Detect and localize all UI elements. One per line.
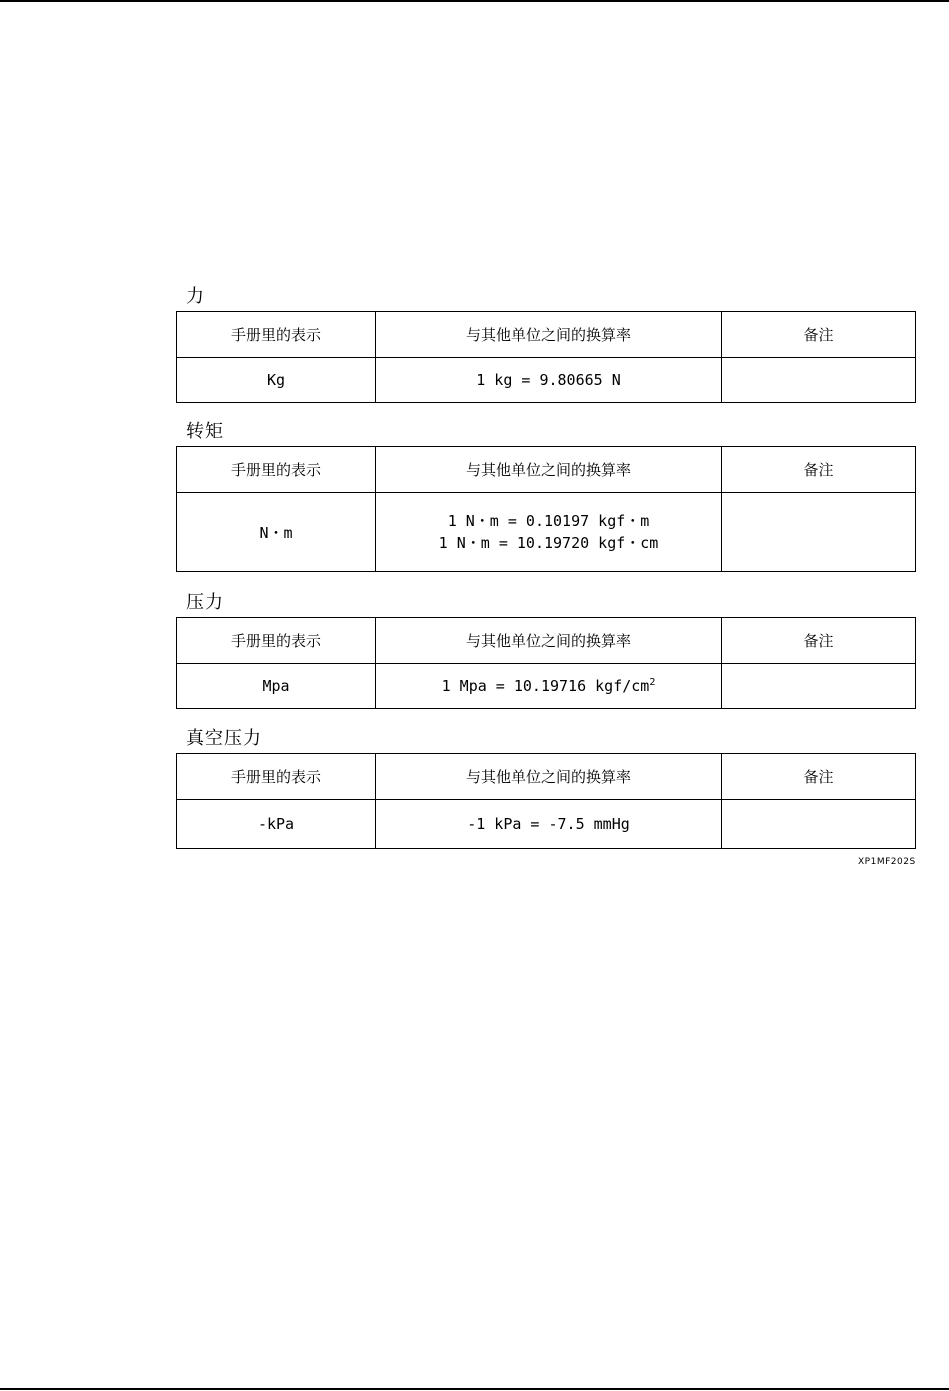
conversion-cell bbox=[376, 358, 722, 403]
unit-cell: Kg bbox=[177, 358, 376, 403]
unit-cell: -kPa bbox=[177, 800, 376, 849]
table-header-row bbox=[177, 447, 916, 493]
header-remarks: 备注 bbox=[722, 618, 916, 664]
header-manual-notation: 手册里的表示 bbox=[177, 447, 376, 493]
vacuum-pressure-table bbox=[176, 753, 916, 849]
conversion-line: -1 kPa = -7.5 mmHg bbox=[467, 815, 630, 833]
unit-cell: Mpa bbox=[177, 664, 376, 709]
table-row bbox=[177, 493, 916, 572]
section-title-vacuum-pressure: 真空压力 bbox=[186, 728, 262, 749]
force-table bbox=[176, 311, 916, 403]
header-conversion-rate: 与其他单位之间的换算率 bbox=[376, 754, 722, 800]
bottom-rule bbox=[0, 1388, 949, 1390]
top-rule bbox=[0, 0, 949, 2]
header-manual-notation: 手册里的表示 bbox=[177, 312, 376, 358]
table-header-row bbox=[177, 618, 916, 664]
conversion-line: 1 N・m = 0.10197 kgf・m bbox=[447, 512, 650, 530]
remark-cell bbox=[722, 358, 916, 403]
conversion-cell bbox=[376, 493, 722, 572]
section-title-force: 力 bbox=[186, 286, 205, 307]
conversion-base: 1 Mpa = 10.19716 kgf/cm bbox=[441, 677, 650, 695]
section-title-torque: 转矩 bbox=[186, 421, 224, 442]
header-remarks: 备注 bbox=[722, 447, 916, 493]
remark-cell bbox=[722, 800, 916, 849]
conversion-exponent: 2 bbox=[649, 677, 656, 688]
torque-table bbox=[176, 446, 916, 572]
header-manual-notation: 手册里的表示 bbox=[177, 618, 376, 664]
pressure-table bbox=[176, 617, 916, 709]
conversion-line: 1 N・m = 10.19720 kgf・cm bbox=[438, 534, 659, 552]
unit-cell: N・m bbox=[177, 493, 376, 572]
header-conversion-rate: 与其他单位之间的换算率 bbox=[376, 618, 722, 664]
header-conversion-rate: 与其他单位之间的换算率 bbox=[376, 312, 722, 358]
table-row bbox=[177, 358, 916, 403]
conversion-cell bbox=[376, 664, 722, 709]
section-title-pressure: 压力 bbox=[186, 592, 224, 613]
header-remarks: 备注 bbox=[722, 312, 916, 358]
header-conversion-rate: 与其他单位之间的换算率 bbox=[376, 447, 722, 493]
remark-cell bbox=[722, 493, 916, 572]
table-row bbox=[177, 800, 916, 849]
conversion-line: 1 kg = 9.80665 N bbox=[476, 371, 621, 389]
header-remarks: 备注 bbox=[722, 754, 916, 800]
remark-cell bbox=[722, 664, 916, 709]
table-header-row bbox=[177, 754, 916, 800]
table-row bbox=[177, 664, 916, 709]
figure-code: XP1MF202S bbox=[858, 857, 916, 867]
header-manual-notation: 手册里的表示 bbox=[177, 754, 376, 800]
conversion-cell bbox=[376, 800, 722, 849]
table-header-row bbox=[177, 312, 916, 358]
